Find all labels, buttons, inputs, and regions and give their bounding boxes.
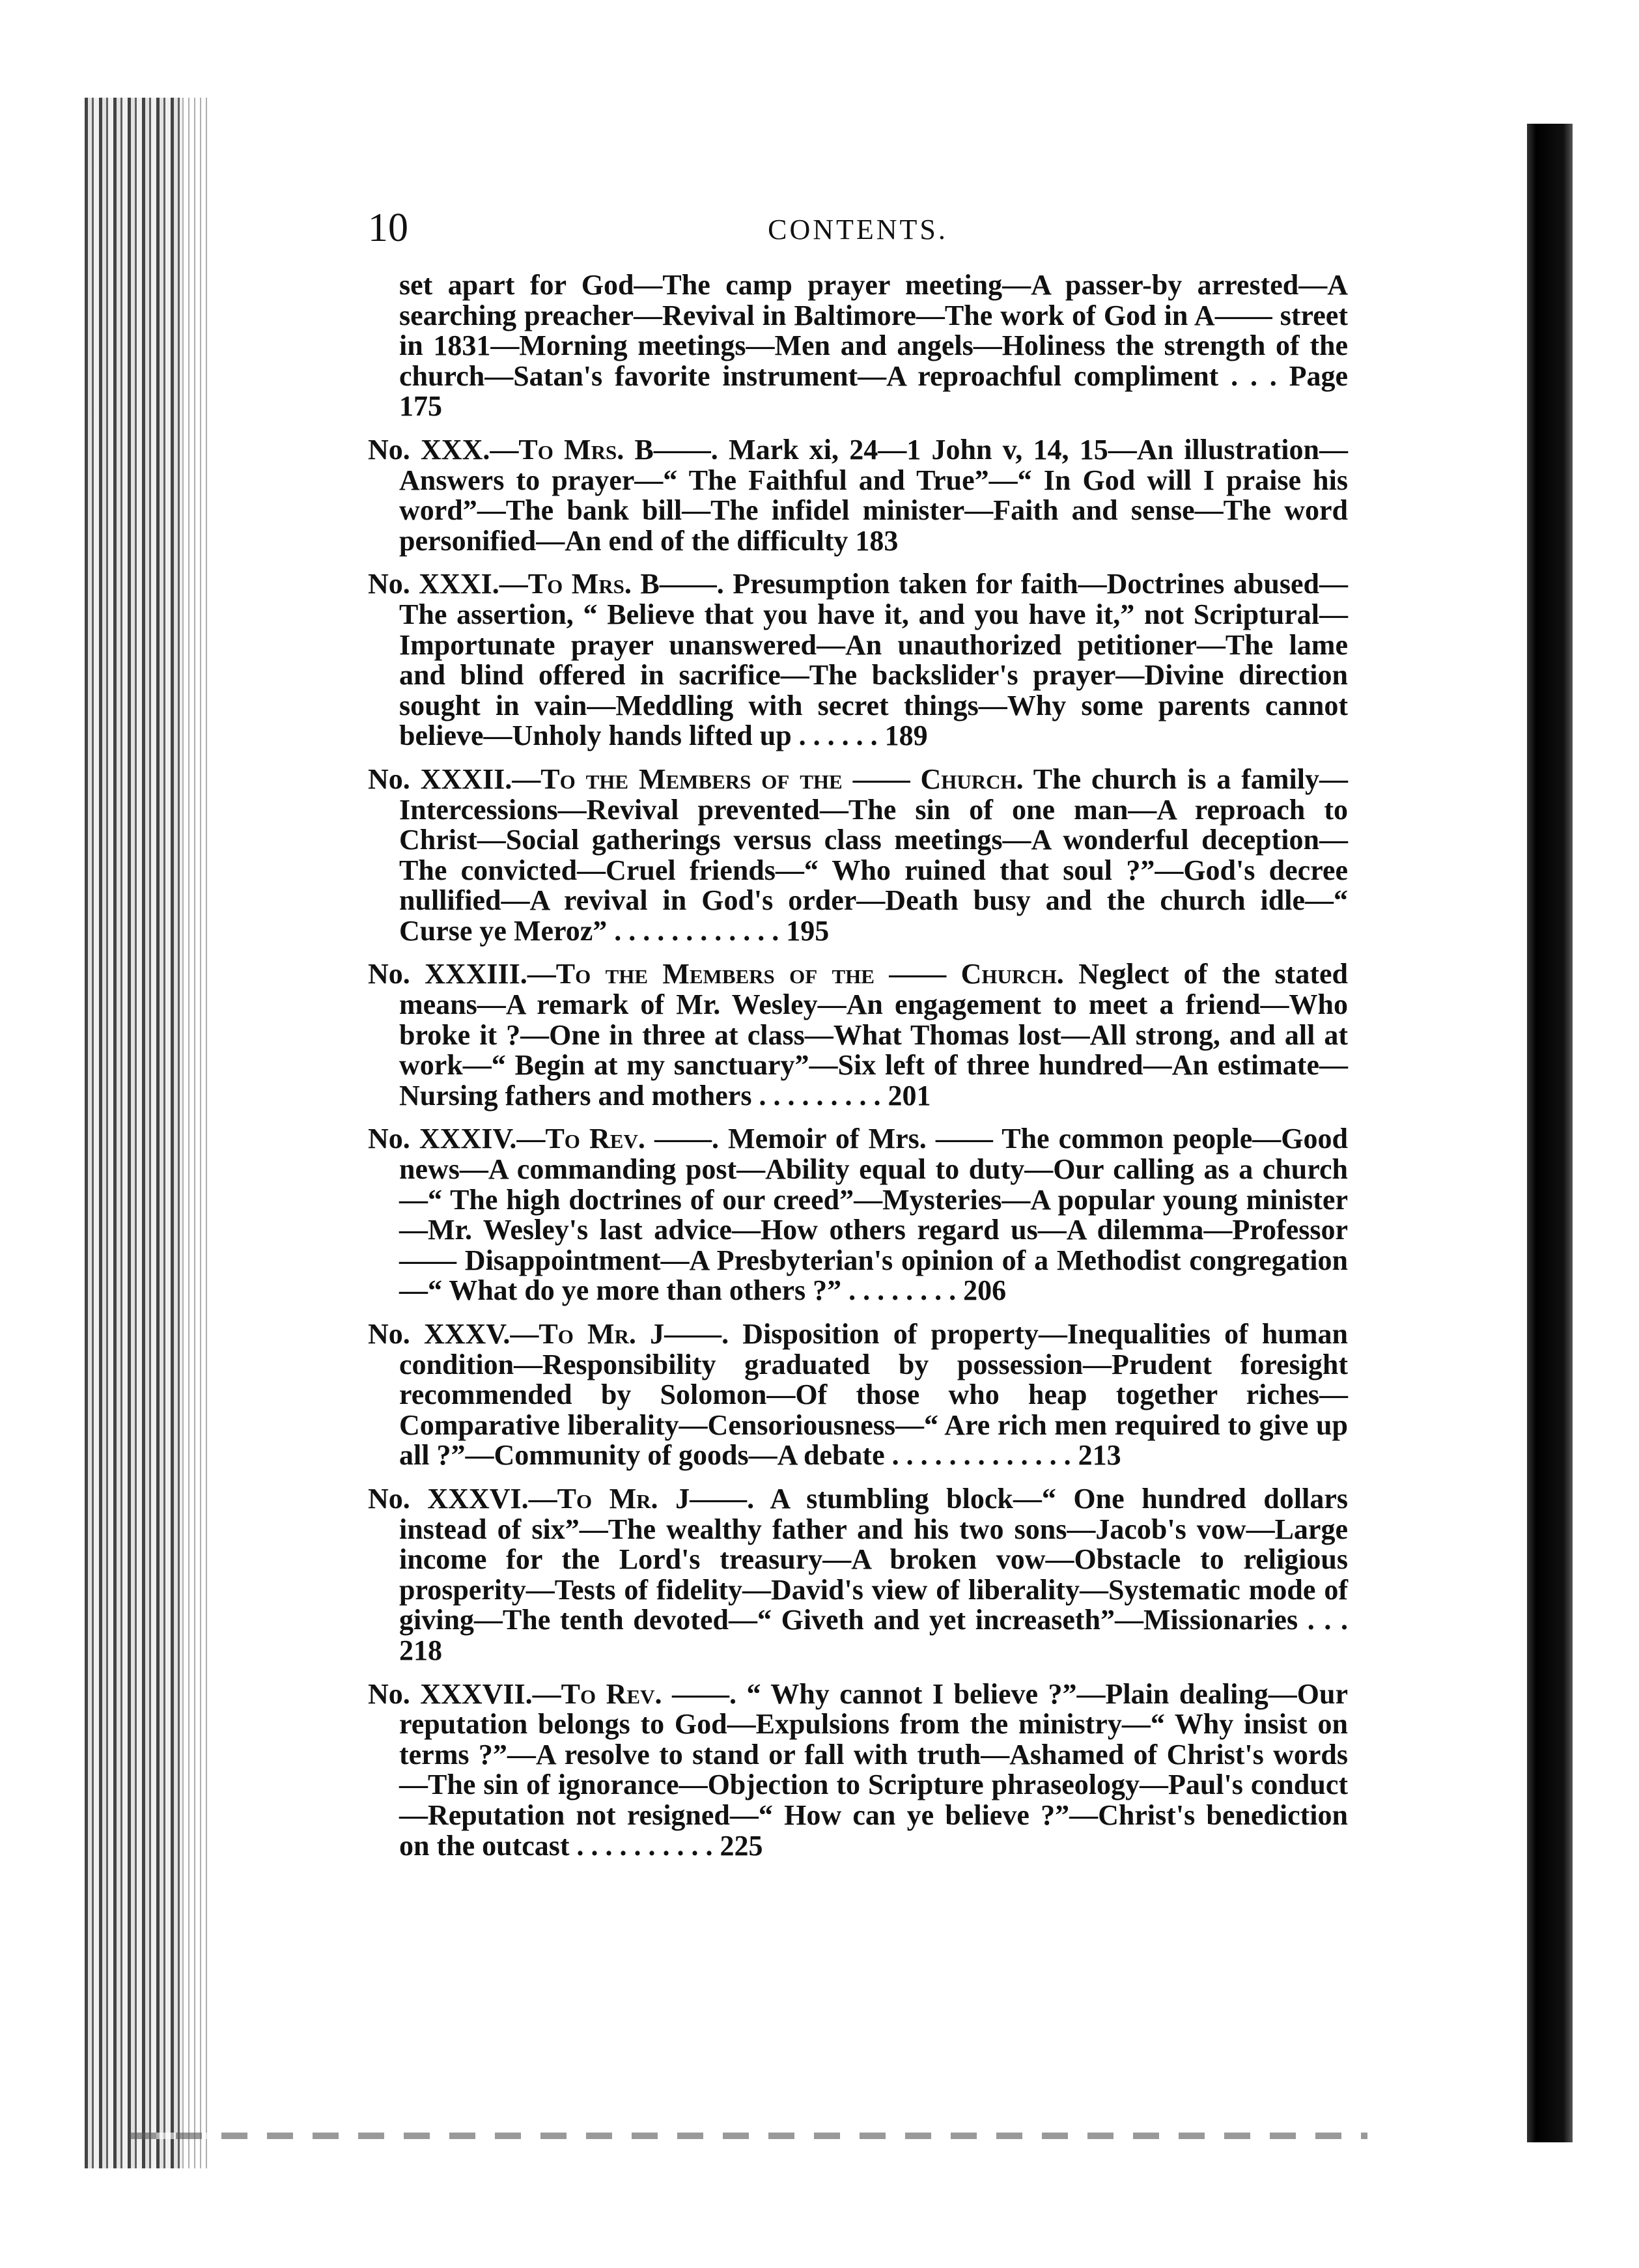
- entry-recipient: To Rev. ——.: [561, 1677, 736, 1710]
- entry-number: No. XXXII.—: [368, 763, 541, 795]
- entry-text: The church is a family—Intercessions—Revival prevented—The sin of one man—A reproach to Christ—Social gatherings versus class meetings—A wonderful deception—The convicted—Cruel friends—“ Who ruined that soul ?”—God's decree nullified—A revival in God's order—Death busy and the church idle—“ Curse ye Meroz” . . . . . . . . . . . . 195: [399, 763, 1348, 947]
- contents-entry: [368, 270, 1348, 422]
- entry-recipient: To Mrs. B——.: [527, 568, 724, 600]
- contents-entry: [368, 764, 1348, 947]
- entry-text: set apart for God—The camp prayer meeting—A passer-by arrested—A searching preacher—Revival in Baltimore—The work of God in A—— street in 1831—Morning meetings—Men and angels—Holiness the strength of the church—Satan's favorite instrument—A reproachful compliment . . . Page 175: [399, 269, 1348, 423]
- entry-number: No. XXXVII.—: [368, 1677, 561, 1710]
- contents-list: [368, 270, 1348, 1874]
- entry-text: Mark xi, 24—1 John v, 14, 15—An illustration—Answers to prayer—“ The Faithful and True”—“ In God will I praise his word”—The bank bill—The infidel minister—Faith and sense—The word personified—An end of the difficulty 183: [399, 433, 1349, 557]
- entry-number: No. XXXI.—: [368, 568, 528, 600]
- contents-entry: [368, 1484, 1348, 1666]
- contents-entry: [368, 435, 1348, 556]
- entry-number: No. XXXIV.—: [368, 1123, 546, 1155]
- entry-recipient: To the Members of the —— Church.: [555, 958, 1064, 990]
- entry-recipient: To the Members of the —— Church.: [540, 763, 1024, 795]
- contents-entry: [368, 1124, 1348, 1306]
- entry-number: No. XXXIII.—: [368, 958, 556, 990]
- entry-recipient: To Mr. J——.: [557, 1482, 755, 1515]
- scan-right-page-edge: [1527, 124, 1573, 2142]
- contents-entry: [368, 1679, 1348, 1862]
- entry-number: No. XXX.—: [368, 433, 519, 466]
- scan-bottom-edge: [130, 2133, 1367, 2139]
- entry-text: A stumbling block—“ One hundred dollars instead of six”—The wealthy father and his two sons—Jacob's vow—Large income for the Lord's treasury—A broken vow—Obstacle to religious prosperity—Tests of fidelity—David's view of liberality—Systematic mode of giving—The tenth devoted—“ Giveth and yet increaseth”—Missionaries . . . 218: [399, 1482, 1348, 1666]
- entry-number: No. XXXV.—: [368, 1318, 539, 1350]
- running-head: CONTENTS.: [768, 214, 948, 245]
- entry-recipient: To Rev. ——.: [545, 1123, 719, 1155]
- entry-text: Presumption taken for faith—Doctrines abused—The assertion, “ Believe that you have it, and you have it,” not Scriptural—Importunate prayer unanswered—An unauthorized petitioner—The lame and blind offered in sacrifice—The backslider's prayer—Divine direction sought in vain—Meddling with secret things—Why some parents cannot believe—Unholy hands lifted up . . . . . . 189: [399, 568, 1348, 752]
- entry-text: Disposition of property—Inequalities of human condition—Responsibility graduated by possession—Prudent foresight recommended by Solomon—Of those who heap together riches—Comparative liberality—Censoriousness—“ Are rich men required to give up all ?”—Community of goods—A debate . . . . . . . . . . . . . 213: [399, 1318, 1348, 1472]
- scan-left-binding-edge: [85, 98, 182, 2168]
- contents-entry: [368, 959, 1348, 1111]
- page-number: 10: [368, 206, 408, 250]
- entry-text: Memoir of Mrs. —— The common people—Good news—A commanding post—Ability equal to duty—Our calling as a church—“ The high doctrines of our creed”—Mysteries—A popular young minister—Mr. Wesley's last advice—How others regard us—A dilemma—Professor —— Disappointment—A Presbyterian's opinion of a Methodist congregation—“ What do ye more than others ?” . . . . . . . . 206: [399, 1123, 1348, 1307]
- scan-left-binding-shadow: [182, 98, 208, 2168]
- contents-entry: [368, 569, 1348, 751]
- entry-recipient: To Mrs. B——.: [518, 433, 718, 466]
- contents-entry: [368, 1319, 1348, 1471]
- entry-recipient: To Mr. J——.: [539, 1318, 729, 1350]
- entry-text: “ Why cannot I believe ?”—Plain dealing—Our reputation belongs to God—Expulsions from the ministry—“ Why insist on terms ?”—A resolve to stand or fall with truth—Ashamed of Christ's words—The sin of ignorance—Objection to Scripture phraseology—Paul's conduct—Reputation not resigned—“ How can ye believe ?”—Christ's benediction on the outcast . . . . . . . . . . 225: [399, 1677, 1349, 1862]
- page-header: [368, 205, 1348, 251]
- entry-number: No. XXXVI.—: [368, 1482, 557, 1515]
- entry-text: Neglect of the stated means—A remark of Mr. Wesley—An engagement to meet a friend—Who broke it ?—One in three at class—What Thomas lost—All strong, and all at work—“ Begin at my sanctuary”—Six left of three hundred—An estimate—Nursing fathers and mothers . . . . . . . . . 201: [399, 958, 1348, 1112]
